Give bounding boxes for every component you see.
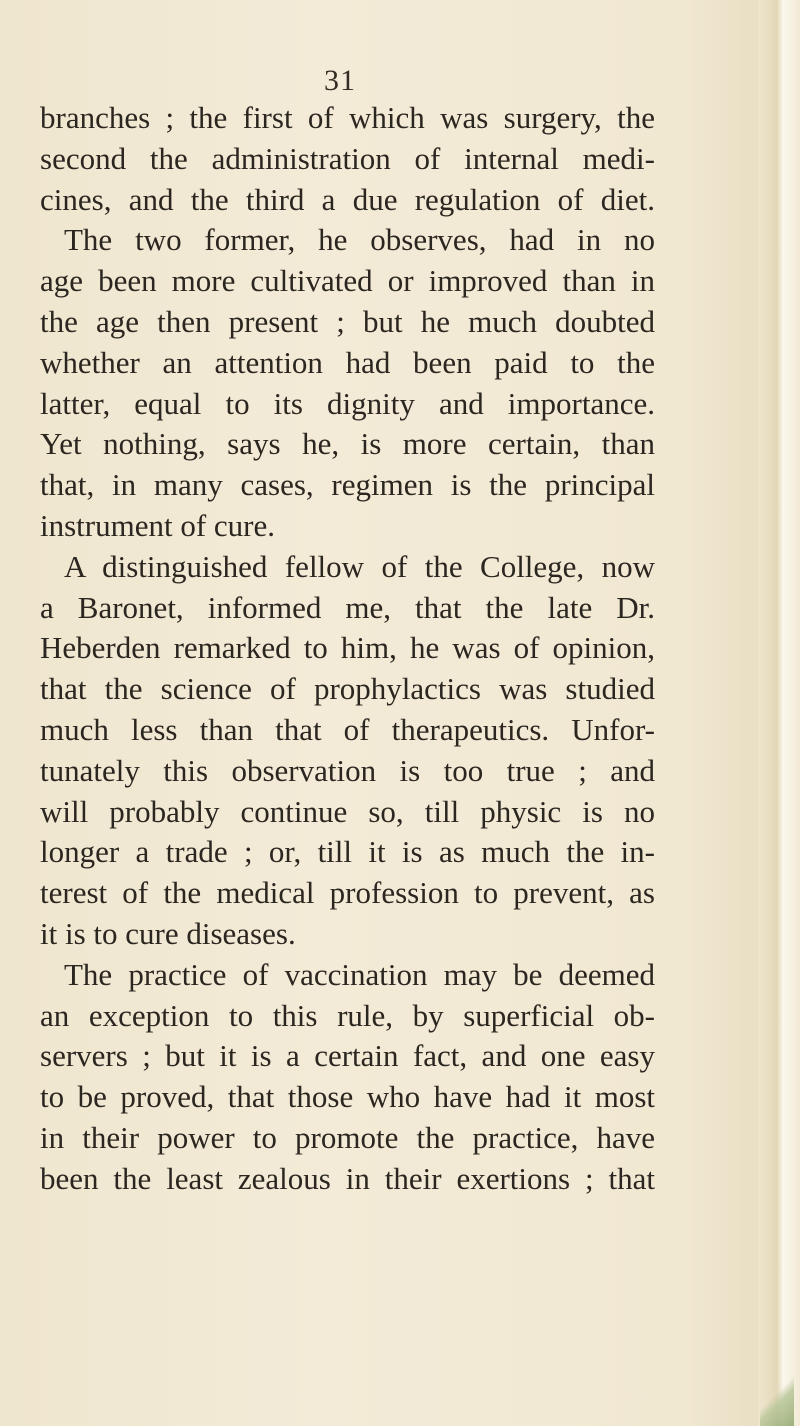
text-line: longer a trade ; or, till it is as much the in-	[40, 834, 655, 870]
paragraph-end-line: it is to cure diseases.	[40, 915, 296, 951]
paragraph-end-line: instrument of cure.	[40, 507, 276, 543]
page-corner-stain	[760, 1376, 794, 1426]
text-line: to be proved, that those who have had it most	[40, 1079, 655, 1115]
page-number: 31	[324, 64, 356, 97]
text-line: in their power to promote the practice, have	[40, 1119, 655, 1155]
text-line: an exception to this rule, by superficial ob-	[40, 997, 655, 1033]
text-line: much less than that of therapeutics. Unfor-	[40, 711, 655, 747]
page-edge	[758, 0, 800, 1426]
text-line: age been more cultivated or improved than in	[40, 263, 655, 299]
text-line: Heberden remarked to him, he was of opinion,	[40, 630, 655, 666]
text-line: latter, equal to its dignity and importance.	[40, 385, 655, 421]
text-line: that the science of prophylactics was studied	[40, 671, 655, 707]
text-line: tunately this observation is too true ; and	[40, 752, 655, 788]
text-line: that, in many cases, regimen is the principal	[40, 467, 655, 503]
text-line: servers ; but it is a certain fact, and one easy	[40, 1038, 655, 1074]
text-line: will probably continue so, till physic is no	[40, 793, 655, 829]
text-line: the age then present ; but he much doubted	[40, 303, 655, 339]
text-line: Yet nothing, says he, is more certain, than	[40, 426, 655, 462]
text-line: second the administration of internal medi-	[40, 140, 655, 176]
text-line: been the least zealous in their exertions ; that	[40, 1160, 655, 1196]
text-line: terest of the medical profession to prevent, as	[40, 875, 655, 911]
paragraph-start-line: A distinguished fellow of the College, now	[64, 548, 655, 584]
body-text	[40, 98, 752, 1200]
text-line: cines, and the third a due regulation of diet.	[40, 181, 655, 217]
text-line: branches ; the first of which was surgery, the	[40, 100, 655, 135]
text-line: whether an attention had been paid to the	[40, 344, 655, 380]
paragraph-start-line: The two former, he observes, had in no	[64, 222, 655, 258]
paragraph-start-line: The practice of vaccination may be deemed	[64, 956, 655, 992]
text-line: a Baronet, informed me, that the late Dr.	[40, 589, 655, 625]
